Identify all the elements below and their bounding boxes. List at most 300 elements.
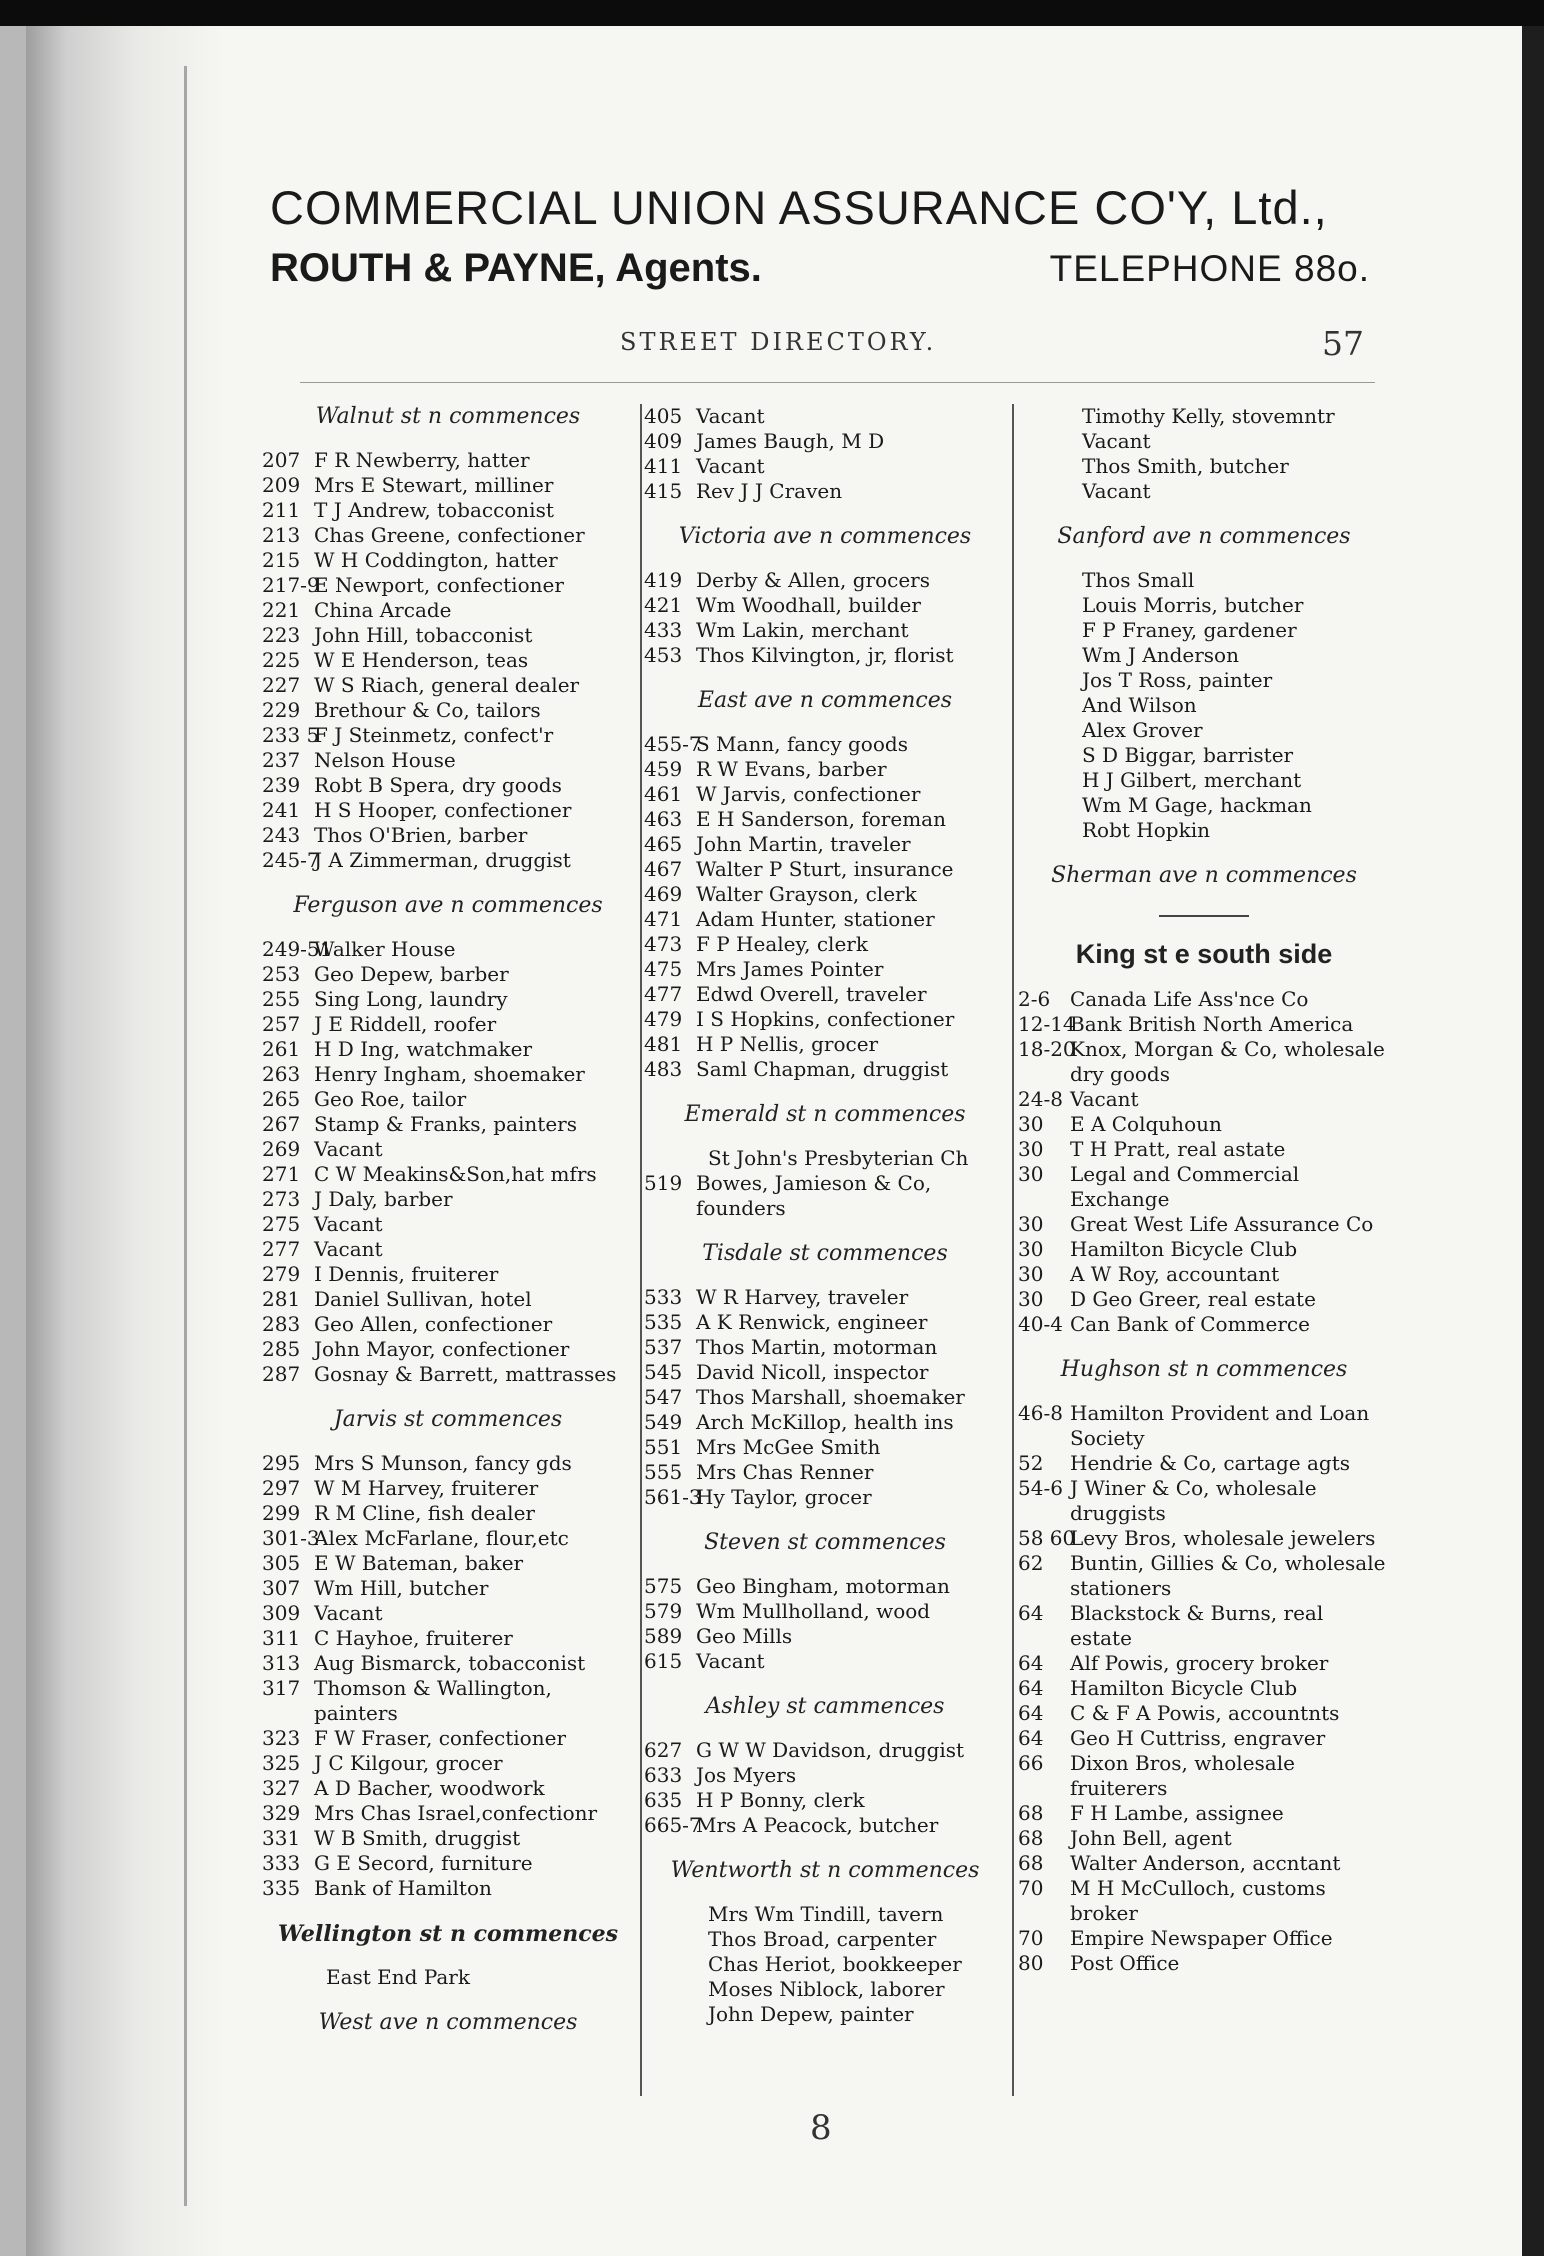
directory-entry: Thos Small <box>1082 568 1195 592</box>
occupant-name: W R Harvey, traveler <box>696 1285 909 1309</box>
occupant-name: Brethour & Co, tailors <box>314 698 541 722</box>
occupant-name: Robt B Spera, dry goods <box>314 773 562 797</box>
occupant-name: Nelson House <box>314 748 456 772</box>
street-number: 239 <box>262 773 301 797</box>
street-number: 233 5 <box>262 723 320 747</box>
header-rule <box>300 382 1375 383</box>
directory-entry <box>262 1526 634 1551</box>
occupant-name: I S Hopkins, confectioner <box>696 1007 955 1031</box>
street-number: 281 <box>262 1287 301 1311</box>
occupant-name: H P Nellis, grocer <box>696 1032 879 1056</box>
occupant-name: W H Coddington, hatter <box>314 548 558 572</box>
directory-entry <box>1018 1876 1390 1926</box>
street-number: 325 <box>262 1751 301 1775</box>
occupant-name: Vacant <box>696 454 765 478</box>
street-number: 267 <box>262 1112 301 1136</box>
street-number: 409 <box>644 429 683 453</box>
section-gap <box>1018 504 1390 524</box>
occupant-name: W M Harvey, fruiterer <box>314 1476 539 1500</box>
directory-entry <box>262 823 634 848</box>
directory-entry <box>262 548 634 573</box>
street-number: 477 <box>644 982 683 1006</box>
occupant-name: W S Riach, general dealer <box>314 673 580 697</box>
directory-entry <box>262 698 634 723</box>
street-number: 411 <box>644 454 683 478</box>
street-number: 213 <box>262 523 301 547</box>
street-number: 257 <box>262 1012 301 1036</box>
directory-entry <box>262 1651 634 1676</box>
directory-entry <box>262 1476 634 1501</box>
running-title: STREET DIRECTORY. <box>620 328 937 356</box>
occupant-name: Can Bank of Commerce <box>1070 1312 1310 1336</box>
directory-entry <box>262 473 634 498</box>
scan-right-edge <box>1522 26 1544 2256</box>
street-heading: Tisdale st commences <box>702 1241 948 1266</box>
signature-number: 8 <box>810 2108 832 2148</box>
directory-entry <box>1018 1237 1390 1262</box>
occupant-name: Aug Bismarck, tobacconist <box>314 1651 586 1675</box>
section-gap <box>644 1082 1006 1102</box>
street-number: 243 <box>262 823 301 847</box>
occupant-name: Jos Myers <box>696 1763 797 1787</box>
occupant-name: Wm Woodhall, builder <box>696 593 921 617</box>
occupant-name: Geo Allen, confectioner <box>314 1312 553 1336</box>
occupant-name: John Hill, tobacconist <box>314 623 533 647</box>
directory-entry: And Wilson <box>1082 693 1197 717</box>
section-gap <box>1018 1337 1390 1357</box>
street-heading: Wentworth st n commences <box>670 1858 980 1883</box>
street-number: 30 <box>1018 1287 1044 1311</box>
directory-entry <box>644 1410 1006 1435</box>
occupant-name: Geo Mills <box>696 1624 793 1648</box>
directory-entry <box>1018 1801 1390 1826</box>
street-number: 535 <box>644 1310 683 1334</box>
street-number: 68 <box>1018 1851 1044 1875</box>
occupant-name: G E Secord, furniture <box>314 1851 533 1875</box>
street-heading: Emerald st n commences <box>684 1102 966 1127</box>
street-number: 211 <box>262 498 301 522</box>
directory-entry: Timothy Kelly, stovemntr <box>1082 404 1335 428</box>
directory-entry: Louis Morris, butcher <box>1082 593 1304 617</box>
occupant-name: Mrs Chas Israel,confectionr <box>314 1801 598 1825</box>
street-number: 533 <box>644 1285 683 1309</box>
occupant-name: Chas Greene, confectioner <box>314 523 585 547</box>
street-number: 469 <box>644 882 683 906</box>
directory-entry <box>262 962 634 987</box>
directory-entry <box>644 454 1006 479</box>
street-number: 419 <box>644 568 683 592</box>
occupant-name: Blackstock & Burns, real estate <box>1070 1601 1324 1650</box>
occupant-name: Mrs McGee Smith <box>696 1435 881 1459</box>
directory-entry <box>644 429 1006 454</box>
street-number: 327 <box>262 1776 301 1800</box>
directory-entry: H J Gilbert, merchant <box>1082 768 1302 792</box>
street-number: 68 <box>1018 1801 1044 1825</box>
scan-top-edge <box>0 0 1544 26</box>
street-number: 2-6 <box>1018 987 1051 1011</box>
directory-entry <box>644 1813 1006 1838</box>
occupant-name: Rev J J Craven <box>696 479 843 503</box>
occupant-name: Walker House <box>314 937 456 961</box>
occupant-name: Hamilton Provident and Loan Society <box>1070 1401 1370 1450</box>
occupant-name: Daniel Sullivan, hotel <box>314 1287 532 1311</box>
directory-entry <box>262 573 634 598</box>
directory-entry <box>1018 1826 1390 1851</box>
occupant-name: Geo Roe, tailor <box>314 1087 467 1111</box>
directory-entry <box>644 932 1006 957</box>
section-gap <box>644 1674 1006 1694</box>
street-number: 249-51 <box>262 937 333 961</box>
directory-entry <box>262 1576 634 1601</box>
page-number: 57 <box>1322 324 1364 363</box>
directory-entry <box>262 1851 634 1876</box>
directory-entry <box>262 1876 634 1901</box>
occupant-name: James Baugh, M D <box>696 429 885 453</box>
street-number: 52 <box>1018 1451 1044 1475</box>
occupant-name: F R Newberry, hatter <box>314 448 530 472</box>
directory-entry <box>644 1385 1006 1410</box>
occupant-name: Adam Hunter, stationer <box>696 907 935 931</box>
street-heading: Steven st commences <box>704 1530 946 1555</box>
directory-entry: Wm M Gage, hackman <box>1082 793 1312 817</box>
occupant-name: E H Sanderson, foreman <box>696 807 946 831</box>
directory-entry: St John's Presbyterian Ch <box>708 1146 969 1170</box>
occupant-name: E A Colquhoun <box>1070 1112 1222 1136</box>
directory-entry <box>1018 1601 1390 1651</box>
section-gap <box>262 1387 634 1407</box>
street-number: 333 <box>262 1851 301 1875</box>
telephone-number: TELEPHONE 88o. <box>1049 248 1370 289</box>
column-divider-right <box>1012 404 1014 2096</box>
occupant-name: W B Smith, druggist <box>314 1826 521 1850</box>
street-number: 313 <box>262 1651 301 1675</box>
street-heading: Walnut st n commences <box>315 404 581 429</box>
section-gap <box>644 1221 1006 1241</box>
occupant-name: Stamp & Franks, painters <box>314 1112 577 1136</box>
directory-entry <box>644 957 1006 982</box>
occupant-name: Arch McKillop, health ins <box>696 1410 954 1434</box>
street-number: 465 <box>644 832 683 856</box>
occupant-name: Thos Marshall, shoemaker <box>696 1385 965 1409</box>
occupant-name: Thos Kilvington, jr, florist <box>696 643 954 667</box>
directory-entry <box>644 1574 1006 1599</box>
directory-entry <box>644 907 1006 932</box>
directory-entry <box>262 1337 634 1362</box>
occupant-name: Hamilton Bicycle Club <box>1070 1237 1298 1261</box>
occupant-name: C & F A Powis, accountnts <box>1070 1701 1340 1725</box>
directory-entry <box>262 1676 634 1726</box>
street-number: 295 <box>262 1451 301 1475</box>
street-number: 30 <box>1018 1162 1044 1186</box>
section-gap <box>262 1901 634 1921</box>
occupant-name: E Newport, confectioner <box>314 573 564 597</box>
occupant-name: Hamilton Bicycle Club <box>1070 1676 1298 1700</box>
street-number: 229 <box>262 698 301 722</box>
street-number: 483 <box>644 1057 683 1081</box>
directory-entry <box>262 987 634 1012</box>
street-number: 575 <box>644 1574 683 1598</box>
directory-entry <box>644 1435 1006 1460</box>
directory-entry <box>644 1738 1006 1763</box>
occupant-name: Vacant <box>1070 1087 1139 1111</box>
directory-entry <box>644 1032 1006 1057</box>
directory-entry <box>644 593 1006 618</box>
street-number: 64 <box>1018 1726 1044 1750</box>
directory-entry <box>644 479 1006 504</box>
street-number: 68 <box>1018 1826 1044 1850</box>
section-gap <box>644 668 1006 688</box>
street-number: 463 <box>644 807 683 831</box>
directory-entry <box>262 748 634 773</box>
directory-entry <box>1018 1751 1390 1801</box>
street-number: 537 <box>644 1335 683 1359</box>
directory-entry <box>644 1310 1006 1335</box>
occupant-name: Mrs A Peacock, butcher <box>696 1813 939 1837</box>
section-rule <box>1159 915 1249 917</box>
street-number: 323 <box>262 1726 301 1750</box>
street-number: 551 <box>644 1435 683 1459</box>
occupant-name: Canada Life Ass'nce Co <box>1070 987 1309 1011</box>
occupant-name: C W Meakins&Son,hat mfrs <box>314 1162 597 1186</box>
directory-entry: Thos Broad, carpenter <box>708 1927 937 1951</box>
directory-entry <box>644 1763 1006 1788</box>
street-number: 455-7 <box>644 732 702 756</box>
binding-line <box>184 66 187 2206</box>
column-divider-left <box>640 404 642 2096</box>
street-number: 64 <box>1018 1601 1044 1625</box>
directory-entry: Chas Heriot, bookkeeper <box>708 1952 962 1976</box>
street-number: 221 <box>262 598 301 622</box>
occupant-name: China Arcade <box>314 598 452 622</box>
street-number: 225 <box>262 648 301 672</box>
directory-entry <box>644 832 1006 857</box>
street-number: 70 <box>1018 1926 1044 1950</box>
street-heading: Ashley st cammences <box>705 1694 945 1719</box>
directory-entry <box>262 1801 634 1826</box>
occupant-name: Bank of Hamilton <box>314 1876 492 1900</box>
occupant-name: Legal and Commercial Exchange <box>1070 1162 1300 1211</box>
occupant-name: Vacant <box>696 1649 765 1673</box>
directory-entry <box>262 1262 634 1287</box>
street-number: 479 <box>644 1007 683 1031</box>
occupant-name: Post Office <box>1070 1951 1180 1975</box>
street-number: 317 <box>262 1676 301 1700</box>
street-number: 217-9 <box>262 573 320 597</box>
street-number: 245-7 <box>262 848 320 872</box>
street-number: 237 <box>262 748 301 772</box>
occupant-name: Geo Depew, barber <box>314 962 509 986</box>
directory-entry: Jos T Ross, painter <box>1082 668 1273 692</box>
occupant-name: Derby & Allen, grocers <box>696 568 930 592</box>
street-number: 277 <box>262 1237 301 1261</box>
directory-entry <box>262 798 634 823</box>
occupant-name: R M Cline, fish dealer <box>314 1501 535 1525</box>
occupant-name: Wm Hill, butcher <box>314 1576 489 1600</box>
occupant-name: Vacant <box>314 1137 383 1161</box>
occupant-name: R W Evans, barber <box>696 757 887 781</box>
directory-entry <box>262 1237 634 1262</box>
street-number: 297 <box>262 1476 301 1500</box>
directory-entry <box>1018 1851 1390 1876</box>
section-gap <box>644 1838 1006 1858</box>
occupant-name: Vacant <box>314 1601 383 1625</box>
directory-entry <box>262 1501 634 1526</box>
street-heading: Ferguson ave n commences <box>293 893 603 918</box>
directory-entry <box>1018 1037 1390 1087</box>
occupant-name: Walter Grayson, clerk <box>696 882 917 906</box>
occupant-name: Empire Newspaper Office <box>1070 1926 1333 1950</box>
street-number: 255 <box>262 987 301 1011</box>
directory-entry <box>644 1649 1006 1674</box>
occupant-name: John Martin, traveler <box>696 832 911 856</box>
directory-entry <box>644 643 1006 668</box>
occupant-name: Mrs James Pointer <box>696 957 884 981</box>
directory-entry <box>262 498 634 523</box>
directory-entry <box>262 1601 634 1626</box>
directory-entry <box>644 568 1006 593</box>
directory-entry <box>1018 1926 1390 1951</box>
occupant-name: Edwd Overell, traveler <box>696 982 927 1006</box>
street-number: 301-3 <box>262 1526 320 1550</box>
occupant-name: Walter P Sturt, insurance <box>696 857 954 881</box>
street-number: 561-3 <box>644 1485 702 1509</box>
occupant-name: W E Henderson, teas <box>314 648 529 672</box>
directory-entry <box>262 448 634 473</box>
advert-header-company <box>270 180 1370 235</box>
street-number: 519 <box>644 1171 683 1195</box>
section-gap <box>644 504 1006 524</box>
occupant-name: J A Zimmerman, druggist <box>314 848 571 872</box>
occupant-name: Great West Life Assurance Co <box>1070 1212 1374 1236</box>
occupant-name: A D Bacher, woodwork <box>314 1776 545 1800</box>
street-number: 263 <box>262 1062 301 1086</box>
street-number: 273 <box>262 1187 301 1211</box>
directory-column-2 <box>644 404 1006 2027</box>
occupant-name: A W Roy, accountant <box>1070 1262 1280 1286</box>
occupant-name: I Dennis, fruiterer <box>314 1262 499 1286</box>
directory-entry <box>644 882 1006 907</box>
directory-entry <box>262 673 634 698</box>
occupant-name: Wm Lakin, merchant <box>696 618 909 642</box>
directory-entry <box>1018 1451 1390 1476</box>
directory-entry <box>262 1626 634 1651</box>
occupant-name: A K Renwick, engineer <box>696 1310 928 1334</box>
street-number: 66 <box>1018 1751 1044 1775</box>
directory-column-3 <box>1018 404 1390 1976</box>
directory-entry <box>1018 1012 1390 1037</box>
directory-entry: S D Biggar, barrister <box>1082 743 1294 767</box>
directory-entry <box>644 1788 1006 1813</box>
directory-entry: Thos Smith, butcher <box>1082 454 1289 478</box>
street-heading: Sherman ave n commences <box>1051 863 1357 888</box>
occupant-name: Buntin, Gillies & Co, wholesale stationers <box>1070 1551 1386 1600</box>
street-heading: Hughson st n commences <box>1060 1357 1348 1382</box>
directory-entry <box>262 1551 634 1576</box>
occupant-name: Mrs E Stewart, milliner <box>314 473 554 497</box>
occupant-name: D Geo Greer, real estate <box>1070 1287 1316 1311</box>
street-number: 473 <box>644 932 683 956</box>
directory-entry <box>262 1362 634 1387</box>
directory-entry <box>262 1726 634 1751</box>
occupant-name: F P Healey, clerk <box>696 932 868 956</box>
directory-entry <box>644 404 1006 429</box>
directory-entry <box>1018 1701 1390 1726</box>
street-number: 329 <box>262 1801 301 1825</box>
occupant-name: Thos O'Brien, barber <box>314 823 528 847</box>
directory-entry <box>1018 1651 1390 1676</box>
directory-entry <box>262 1751 634 1776</box>
directory-entry <box>644 1335 1006 1360</box>
directory-entry <box>1018 1526 1390 1551</box>
street-number: 261 <box>262 1037 301 1061</box>
street-number: 40-4 <box>1018 1312 1063 1336</box>
street-number: 30 <box>1018 1237 1044 1261</box>
directory-entry <box>262 523 634 548</box>
agents-name: ROUTH & PAYNE, Agents. <box>270 246 762 290</box>
street-number: 24-8 <box>1018 1087 1063 1111</box>
occupant-name: F J Steinmetz, confect'r <box>314 723 554 747</box>
occupant-name: Mrs S Munson, fancy gds <box>314 1451 572 1475</box>
street-number: 241 <box>262 798 301 822</box>
street-heading: Sanford ave n commences <box>1057 524 1351 549</box>
section-gap <box>262 1990 634 2010</box>
street-number: 279 <box>262 1262 301 1286</box>
occupant-name: S Mann, fancy goods <box>696 732 908 756</box>
occupant-name: Vacant <box>696 404 765 428</box>
directory-entry <box>262 773 634 798</box>
directory-entry <box>644 732 1006 757</box>
street-number: 18-20 <box>1018 1037 1076 1061</box>
street-number: 253 <box>262 962 301 986</box>
street-number: 80 <box>1018 1951 1044 1975</box>
occupant-name: F H Lambe, assignee <box>1070 1801 1284 1825</box>
street-number: 665-7 <box>644 1813 702 1837</box>
directory-entry <box>1018 1137 1390 1162</box>
street-number: 271 <box>262 1162 301 1186</box>
street-number: 545 <box>644 1360 683 1384</box>
directory-entry <box>644 757 1006 782</box>
directory-entry <box>262 598 634 623</box>
street-heading: King st e south side <box>1075 939 1333 969</box>
street-number: 633 <box>644 1763 683 1787</box>
street-number: 30 <box>1018 1137 1044 1161</box>
occupant-name: John Mayor, confectioner <box>314 1337 570 1361</box>
directory-entry: Vacant <box>1082 479 1151 503</box>
occupant-name: Alf Powis, grocery broker <box>1070 1651 1329 1675</box>
street-number: 549 <box>644 1410 683 1434</box>
directory-entry <box>262 1312 634 1337</box>
directory-entry <box>1018 1551 1390 1601</box>
directory-entry <box>1018 1262 1390 1287</box>
directory-entry <box>644 857 1006 882</box>
occupant-name: M H McCulloch, customs broker <box>1070 1876 1326 1925</box>
occupant-name: Saml Chapman, druggist <box>696 1057 949 1081</box>
street-number: 433 <box>644 618 683 642</box>
occupant-name: Thomson & Wallington, painters <box>314 1676 552 1725</box>
directory-entry <box>1018 1287 1390 1312</box>
directory-entry <box>1018 987 1390 1012</box>
occupant-name: Knox, Morgan & Co, wholesale dry goods <box>1070 1037 1385 1086</box>
street-number: 415 <box>644 479 683 503</box>
directory-entry: Wm J Anderson <box>1082 643 1239 667</box>
directory-entry <box>644 1485 1006 1510</box>
occupant-name: Dixon Bros, wholesale fruiterers <box>1070 1751 1295 1800</box>
occupant-name: E W Bateman, baker <box>314 1551 524 1575</box>
street-number: 227 <box>262 673 301 697</box>
street-number: 331 <box>262 1826 301 1850</box>
street-number: 421 <box>644 593 683 617</box>
occupant-name: F W Fraser, confectioner <box>314 1726 567 1750</box>
